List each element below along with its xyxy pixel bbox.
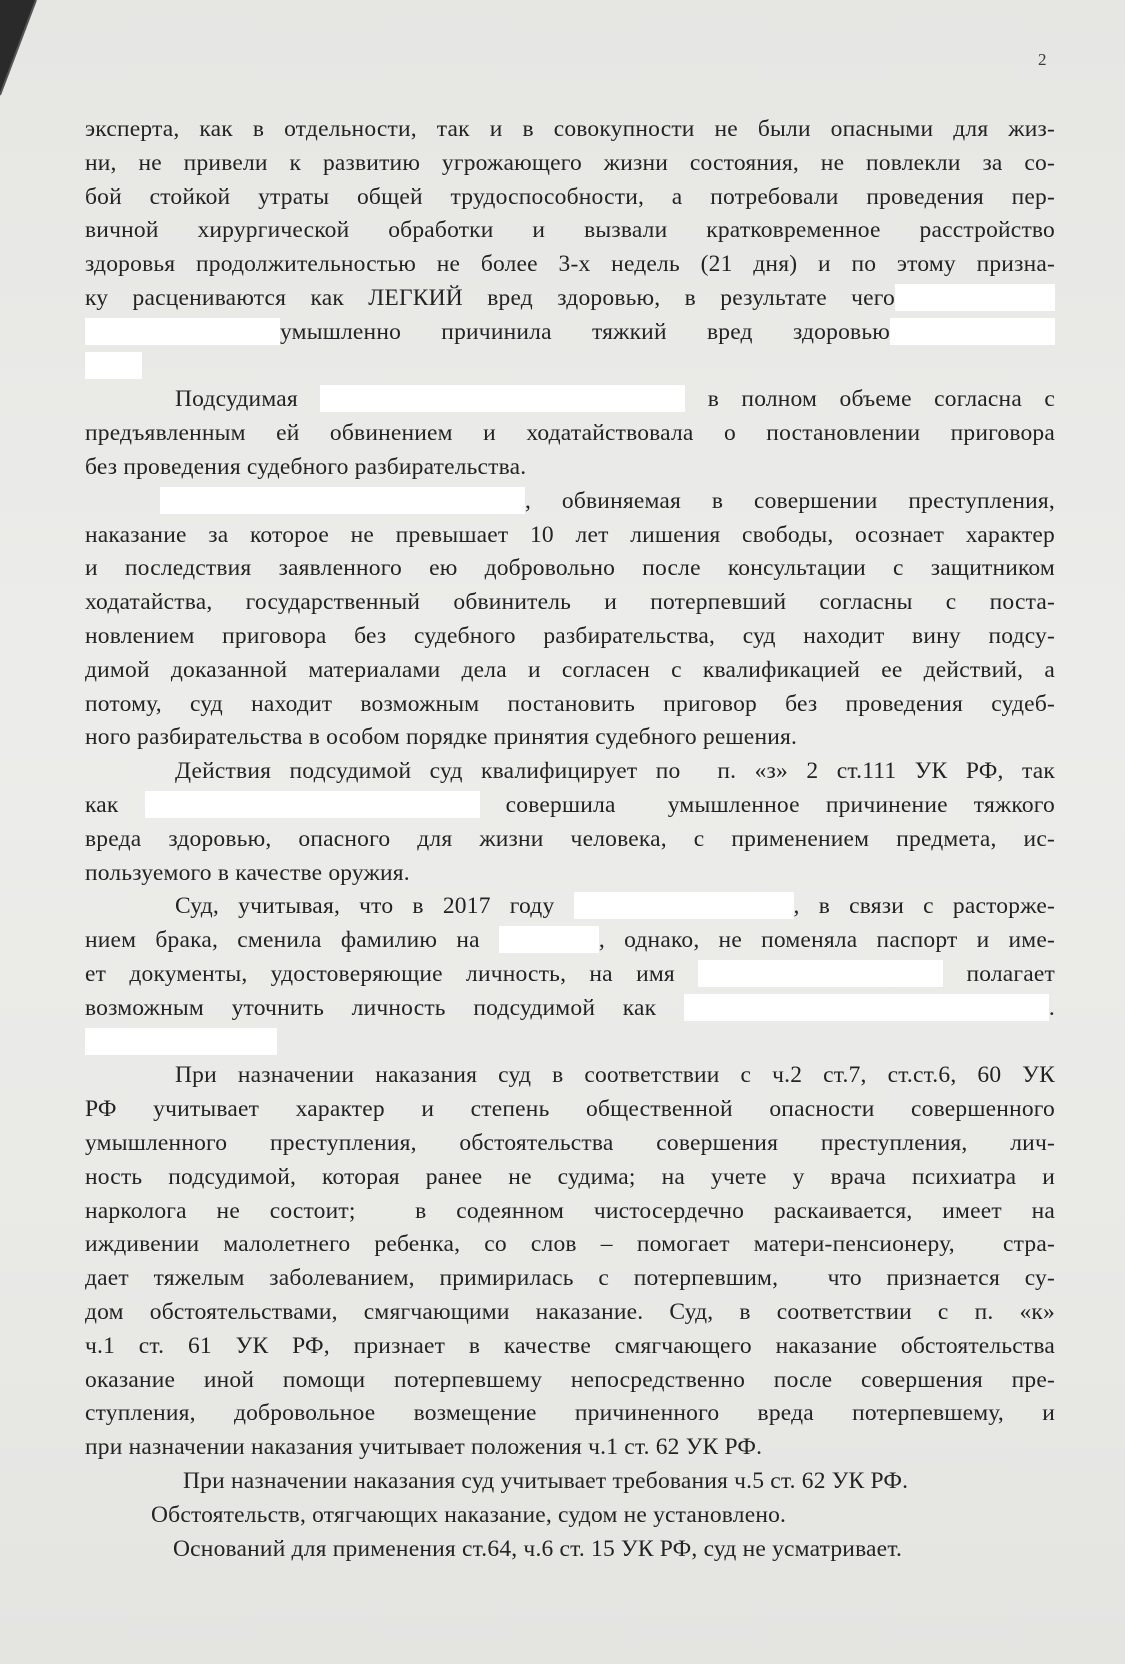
text-line <box>85 1227 1055 1261</box>
text-segment: здоровья продолжительностью не более 3-х недель (21 дня) и по этому призна- <box>85 251 1055 277</box>
text-segment: в полном объеме согласна с <box>685 386 1055 412</box>
text-line <box>85 1025 1055 1059</box>
text-segment: Подсудимая <box>175 386 321 412</box>
text-line <box>85 957 1055 991</box>
text-line <box>85 551 1055 585</box>
text-segment: Суд, учитывая, что в 2017 году <box>175 893 574 919</box>
text-segment: , однако, не поменяла паспорт и име- <box>598 927 1055 953</box>
text-segment: ступления, добровольное возмещение причиненного вреда потерпевшему, и <box>85 1400 1055 1426</box>
text-segment: Действия подсудимой суд квалифицирует по п. «з» 2 ст.111 УК РФ, так <box>175 758 1055 784</box>
text-line <box>85 585 1055 619</box>
text-segment: димой доказанной материалами дела и согласен с квалификацией ее действий, а <box>85 657 1055 683</box>
text-line <box>85 991 1055 1025</box>
text-line <box>85 450 1055 484</box>
text-line <box>85 856 1055 890</box>
text-line <box>85 315 1055 349</box>
text-segment: при назначении наказания учитывает положения ч.1 ст. 62 УК РФ. <box>85 1434 763 1460</box>
text-segment: потому, суд находит возможным постановить приговор без проведения судеб- <box>85 691 1055 717</box>
text-segment: нием брака, сменила фамилию на <box>85 927 499 953</box>
text-segment: пользуемого в качестве оружия. <box>85 860 410 886</box>
text-line <box>85 1396 1055 1430</box>
text-line <box>85 1295 1055 1329</box>
text-segment: Обстоятельств, отягчающих наказание, судом не установлено. <box>151 1502 787 1528</box>
text-segment: возможным уточнить личность подсудимой как <box>85 995 684 1021</box>
text-segment: РФ учитывает характер и степень общественной опасности совершенного <box>85 1096 1055 1122</box>
text-segment: эксперта, как в отдельности, так и в совокупности не были опасными для жиз- <box>85 116 1055 142</box>
text-line <box>85 822 1055 856</box>
text-segment: наказание за которое не превышает 10 лет лишения свободы, осознает характер <box>85 522 1055 548</box>
text-segment: ку расцениваются как ЛЕГКИЙ вред здоровью, в результате чего <box>85 285 895 311</box>
text-line <box>85 1498 1055 1532</box>
text-segment: ет документы, удостоверяющие личность, на имя <box>85 961 699 987</box>
text-line <box>85 349 1055 383</box>
text-segment: ность подсудимой, которая ранее не судима; на учете у врача психиатра и <box>85 1164 1055 1190</box>
text-line <box>85 247 1055 281</box>
text-line <box>85 1329 1055 1363</box>
text-segment: оказание иной помощи потерпевшему непосредственно после совершения пре- <box>85 1367 1055 1393</box>
text-line <box>85 687 1055 721</box>
text-segment: ходатайства, государственный обвинитель и потерпевший согласны с поста- <box>85 589 1055 615</box>
redaction-block <box>160 487 525 514</box>
text-line <box>85 619 1055 653</box>
text-line <box>85 213 1055 247</box>
text-segment: нарколога не состоит; в содеянном чистосердечно раскаивается, имеет на <box>85 1198 1055 1224</box>
text-segment: вреда здоровью, опасного для жизни человека, с применением предмета, ис- <box>85 826 1055 852</box>
text-line <box>85 484 1055 518</box>
text-segment: умышленно причинила тяжкий вред здоровью <box>280 319 890 345</box>
text-line <box>85 1194 1055 1228</box>
text-line <box>85 1464 1055 1498</box>
text-segment: При назначении наказания суд в соответствии с ч.2 ст.7, ст.ст.6, 60 УК <box>175 1062 1055 1088</box>
redaction-block <box>499 926 599 953</box>
text-segment: ч.1 ст. 61 УК РФ, признает в качестве смягчающего наказание обстоятельства <box>85 1333 1055 1359</box>
text-segment: ни, не привели к развитию угрожающего жизни состояния, не повлекли за со- <box>85 150 1055 176</box>
text-line <box>85 1532 1055 1566</box>
text-segment: дает тяжелым заболеванием, примирилась с потерпевшим, что признается су- <box>85 1265 1055 1291</box>
text-line <box>85 518 1055 552</box>
redaction-block <box>684 994 1049 1021</box>
text-segment: иждивении малолетнего ребенка, со слов – помогает матери-пенсионеру, стра- <box>85 1231 1055 1257</box>
text-segment: При назначении наказания суд учитывает требования ч.5 ст. 62 УК РФ. <box>183 1468 909 1494</box>
text-line <box>85 1092 1055 1126</box>
text-segment: умышленного преступления, обстоятельства совершения преступления, лич- <box>85 1130 1055 1156</box>
redaction-block <box>145 791 480 818</box>
text-line <box>85 382 1055 416</box>
redaction-block <box>85 318 280 345</box>
text-segment: ного разбирательства в особом порядке принятия судебного решения. <box>85 724 798 750</box>
text-line <box>85 1126 1055 1160</box>
text-line <box>85 112 1055 146</box>
redaction-block <box>890 318 1055 345</box>
text-line <box>85 788 1055 822</box>
text-line <box>85 180 1055 214</box>
text-line <box>85 1058 1055 1092</box>
text-line <box>85 923 1055 957</box>
text-segment: Оснований для применения ст.64, ч.6 ст. 15 УК РФ, суд не усматривает. <box>173 1536 903 1562</box>
text-segment: без проведения судебного разбирательства. <box>85 454 527 480</box>
text-line <box>85 416 1055 450</box>
text-line <box>85 146 1055 180</box>
text-line <box>85 1363 1055 1397</box>
text-segment: . <box>1048 995 1055 1021</box>
text-segment: предъявленным ей обвинением и ходатайствовала о постановлении приговора <box>85 420 1055 446</box>
text-segment: и последствия заявленного ею добровольно после консультации с защитником <box>85 555 1055 581</box>
text-segment: вичной хирургической обработки и вызвали кратковременное расстройство <box>85 217 1055 243</box>
redaction-block <box>895 284 1055 311</box>
text-segment: , обвиняемая в совершении преступления, <box>525 488 1055 514</box>
text-segment: дом обстоятельствами, смягчающими наказание. Суд, в соответствии с п. «к» <box>85 1299 1055 1325</box>
text-line <box>85 281 1055 315</box>
text-line <box>85 1261 1055 1295</box>
text-line <box>85 720 1055 754</box>
text-line <box>85 889 1055 923</box>
redaction-block <box>574 892 794 919</box>
text-segment: совершила умышленное причинение тяжкого <box>479 792 1055 818</box>
text-line <box>85 1160 1055 1194</box>
text-line <box>85 754 1055 788</box>
text-segment: бой стойкой утраты общей трудоспособности, а потребовали проведения пер- <box>85 184 1055 210</box>
redaction-block <box>85 352 142 379</box>
redaction-block <box>320 385 685 412</box>
page-number: 2 <box>1038 50 1047 69</box>
text-line <box>85 653 1055 687</box>
text-segment: новлением приговора без судебного разбирательства, суд находит вину подсу- <box>85 623 1055 649</box>
redaction-block <box>698 960 943 987</box>
text-line <box>85 1430 1055 1464</box>
redaction-block <box>85 1028 277 1055</box>
text-segment: полагает <box>943 961 1056 987</box>
text-segment: как <box>85 792 145 818</box>
page-fold-edge <box>0 0 80 110</box>
text-segment: , в связи с расторже- <box>793 893 1055 919</box>
